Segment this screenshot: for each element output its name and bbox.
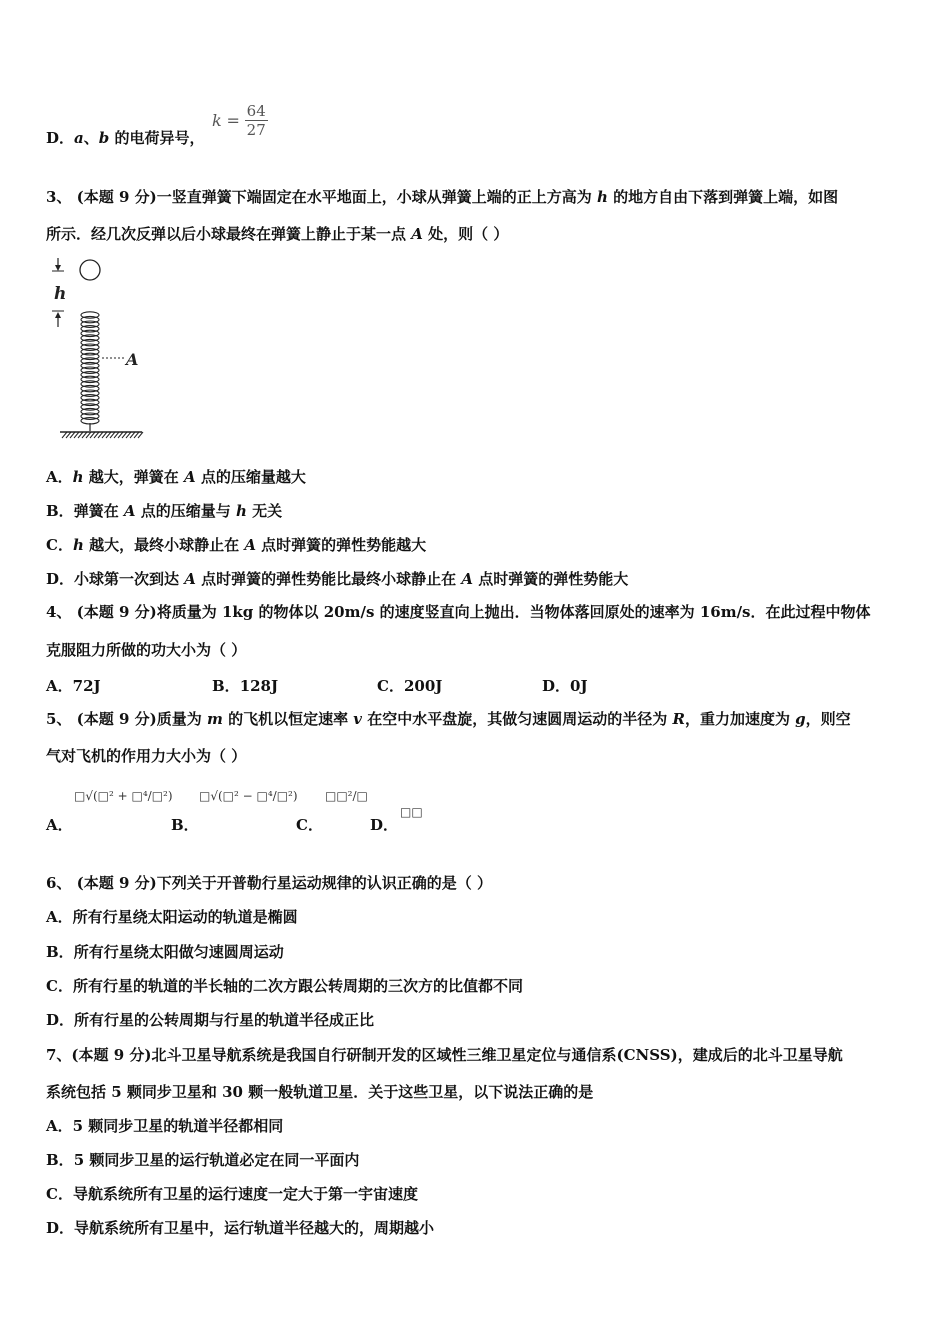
option-text: 128J xyxy=(239,677,279,695)
q5-text: 在空中水平盘旋，其做匀速圆周运动的半径为 xyxy=(362,710,673,728)
q7-stem-line2: 系统包括 5 颗同步卫星和 30 颗一般轨道卫星．关于这些卫星，以下说法正确的是 xyxy=(46,1083,594,1101)
option-text: 72J xyxy=(72,677,101,695)
q5-text: 的飞机以恒定速率 xyxy=(222,710,354,728)
q6-option-a xyxy=(46,907,298,927)
option-text: 0J xyxy=(570,677,588,695)
q4-option-b xyxy=(212,675,278,696)
q4-stem-line1: 4、 (本题 9 分)将质量为 1kg 的物体以 20m/s 的速度竖直向上抛出．当物体落回原处的速率为 16m/s．在此过程中物体 xyxy=(46,603,871,621)
separator: 、 xyxy=(83,129,99,147)
spring xyxy=(81,312,99,424)
option-text: 弹簧在 xyxy=(73,502,124,520)
var: h xyxy=(72,536,84,554)
figure-A-label: A xyxy=(126,350,139,369)
option-text: 点的压缩量越大 xyxy=(195,468,306,486)
q5-text: ，则空 xyxy=(805,710,851,728)
option-text: 点时弹簧的弹性势能比最终小球静止在 xyxy=(195,570,462,588)
q3-text: 所示．经几次反弹以后小球最终在弹簧上静止于某一点 xyxy=(46,225,412,243)
option-label: B． xyxy=(46,1151,74,1169)
q3-text: 的地方自由下落到弹簧上端，如图 xyxy=(607,188,839,206)
option-text: 所有行星绕太阳做匀速圆周运动 xyxy=(73,943,284,961)
figure-h-label: h xyxy=(54,284,67,304)
var: A xyxy=(123,502,136,520)
option-label: B． xyxy=(212,677,240,695)
k-eq: = xyxy=(226,111,240,130)
var: h xyxy=(72,468,84,486)
option-label: D． xyxy=(46,1011,75,1029)
var: A xyxy=(184,570,196,588)
option-text: 无关 xyxy=(246,502,283,520)
var: A xyxy=(244,536,256,554)
q2-option-d xyxy=(46,128,205,148)
var-g: g xyxy=(795,710,806,728)
option-text: 所有行星的轨道的半长轴的二次方跟公转周期的三次方的比值都不同 xyxy=(72,977,523,995)
k-var: k xyxy=(212,111,222,130)
q3-option-a xyxy=(46,467,306,487)
arrow-down-head xyxy=(55,265,61,271)
option-label: C． xyxy=(46,977,73,995)
q5-option-d-formula: □□ xyxy=(400,805,423,819)
k-denominator: 27 xyxy=(246,121,266,139)
q3-stem-line1 xyxy=(46,187,838,207)
q3-option-d xyxy=(46,569,628,589)
option-label: A． xyxy=(46,908,73,926)
option-text: 5 颗同步卫星的运行轨道必定在同一平面内 xyxy=(73,1151,360,1169)
q5-stem-line1 xyxy=(46,709,851,729)
option-label: A． xyxy=(46,468,73,486)
q6-stem: 6、 (本题 9 分)下列关于开普勒行星运动规律的认识正确的是（ ） xyxy=(46,874,492,892)
option-text: 所有行星绕太阳运动的轨道是椭圆 xyxy=(72,908,298,926)
q7-option-c xyxy=(46,1184,418,1204)
option-text: 小球第一次到达 xyxy=(74,570,185,588)
q6-option-b xyxy=(46,942,284,962)
q5-option-c-formula: □□²/□ xyxy=(325,789,368,803)
option-text: 点时弹簧的弹性势能大 xyxy=(472,570,629,588)
q7-stem-line1: 7、(本题 9 分)北斗卫星导航系统是我国自行研制开发的区域性三维卫星定位与通信系(CNSS)，建成后的北斗卫星导航 xyxy=(46,1046,843,1064)
option-text: 所有行星的公转周期与行星的轨道半径成正比 xyxy=(74,1011,375,1029)
option-text: 点时弹簧的弹性势能越大 xyxy=(255,536,427,554)
q6-option-d xyxy=(46,1010,374,1030)
option-label: C． xyxy=(377,677,404,695)
var-b: b xyxy=(98,129,110,147)
option-text: 点的压缩量与 xyxy=(135,502,237,520)
q4-options xyxy=(46,675,906,695)
q4-stem-line2: 克服阻力所做的功大小为（ ） xyxy=(46,641,247,659)
var-h: h xyxy=(596,188,608,206)
q6-option-c xyxy=(46,976,523,996)
var-R: R xyxy=(672,710,685,728)
option-text: 的电荷异号， xyxy=(109,129,205,147)
ball xyxy=(80,260,100,280)
var: A xyxy=(184,468,196,486)
q5-stem-line2: 气对飞机的作用力大小为（ ） xyxy=(46,747,247,765)
option-label: C． xyxy=(46,1185,73,1203)
k-formula xyxy=(212,102,268,139)
q4-option-d xyxy=(542,675,588,696)
var-m: m xyxy=(206,710,223,728)
var: h xyxy=(236,502,247,520)
option-label: D． xyxy=(46,570,75,588)
option-text: 导航系统所有卫星的运行速度一定大于第一宇宙速度 xyxy=(72,1185,418,1203)
q7-option-d xyxy=(46,1218,434,1238)
option-label: D． xyxy=(542,677,571,695)
var-v: v xyxy=(353,710,363,728)
option-text: 导航系统所有卫星中，运行轨道半径越大的，周期越小 xyxy=(74,1219,435,1237)
ground-hatch xyxy=(62,432,143,438)
q4-option-a xyxy=(46,675,101,696)
var: A xyxy=(461,570,473,588)
q5-option-a-formula: □√(□² + □⁴/□²) xyxy=(74,789,173,803)
option-label: C． xyxy=(46,536,73,554)
q5-option-d-label: D． xyxy=(370,816,399,834)
option-label: D． xyxy=(46,1219,75,1237)
option-text: 5 颗同步卫星的轨道半径都相同 xyxy=(72,1117,284,1135)
var-A: A xyxy=(411,225,423,243)
q5-options xyxy=(46,785,546,835)
q7-option-a xyxy=(46,1116,283,1136)
option-label: B． xyxy=(46,943,74,961)
q5-option-a-label: A． xyxy=(46,816,73,834)
spring-figure xyxy=(46,255,156,445)
q5-option-c-label: C． xyxy=(296,816,323,834)
q5-option-b-label: B． xyxy=(171,816,199,834)
q7-option-b xyxy=(46,1150,359,1170)
option-label: A． xyxy=(46,677,73,695)
q4-option-c xyxy=(377,675,442,696)
k-numerator: 64 xyxy=(246,102,266,120)
option-label: B． xyxy=(46,502,74,520)
q5-text: 5、 (本题 9 分)质量为 xyxy=(46,710,207,728)
q3-text: 处，则（ ） xyxy=(422,225,509,243)
option-text: 越大，最终小球静止在 xyxy=(83,536,245,554)
q3-stem-line2 xyxy=(46,224,508,244)
option-text: 200J xyxy=(403,677,443,695)
q3-option-b xyxy=(46,501,282,521)
k-fraction xyxy=(245,102,268,139)
q5-text: ，重力加速度为 xyxy=(684,710,796,728)
option-text: 越大，弹簧在 xyxy=(83,468,184,486)
q5-option-b-formula: □√(□² − □⁴/□²) xyxy=(199,789,298,803)
option-label: A． xyxy=(46,1117,73,1135)
q3-text: 3、 (本题 9 分)一竖直弹簧下端固定在水平地面上，小球从弹簧上端的正上方高为 xyxy=(46,188,597,206)
q3-option-c xyxy=(46,535,426,555)
option-label: D． xyxy=(46,129,75,147)
var-a: a xyxy=(74,129,84,147)
